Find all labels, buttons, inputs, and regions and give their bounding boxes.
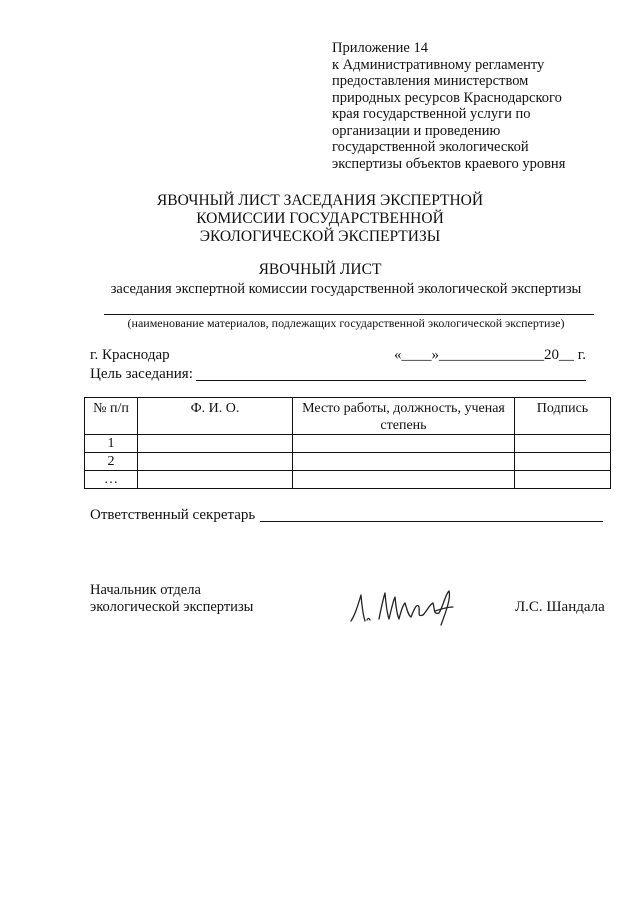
chief-position-line: Начальник отдела xyxy=(90,582,201,598)
signature-cell[interactable] xyxy=(515,435,611,453)
appendix-line: государственной экологической xyxy=(332,139,529,155)
table-row xyxy=(85,453,611,471)
workplace-cell[interactable] xyxy=(293,435,515,453)
appendix-line: экспертизы объектов краевого уровня xyxy=(332,155,566,172)
name-cell[interactable] xyxy=(138,435,293,453)
signature-cell[interactable] xyxy=(515,453,611,471)
appendix-line: к Административному регламенту xyxy=(332,56,545,73)
materials-caption: (наименование материалов, подлежащих государственной экологической экспертизе) xyxy=(127,316,565,330)
attendance-table xyxy=(84,397,611,489)
document-title-line: ЭКОЛОГИЧЕСКОЙ ЭКСПЕРТИЗЫ xyxy=(199,228,441,245)
appendix-line: предоставления министерством xyxy=(332,73,529,89)
table-header-row xyxy=(85,398,611,435)
document-title-line: КОМИССИИ ГОСУДАРСТВЕННОЙ xyxy=(196,210,444,227)
row-number: … xyxy=(85,471,138,489)
document-title xyxy=(0,192,640,246)
official-name: Л.С. Шандала xyxy=(515,599,605,615)
secretary-label: Ответственный секретарь xyxy=(90,507,256,523)
appendix-line: края государственной услуги по xyxy=(332,106,531,122)
table-row xyxy=(85,471,611,489)
name-cell[interactable] xyxy=(138,471,293,489)
appendix-line: организации и проведению xyxy=(332,122,501,139)
name-cell[interactable] xyxy=(138,453,293,471)
column-header-number: № п/п xyxy=(85,398,138,435)
appendix-note xyxy=(332,40,565,172)
purpose-label: Цель заседания: xyxy=(90,366,193,382)
chief-position xyxy=(90,582,253,616)
handwritten-signature xyxy=(345,585,460,630)
appendix-line: Приложение 14 xyxy=(332,40,428,56)
materials-blank-line[interactable] xyxy=(104,314,594,315)
row-number: 2 xyxy=(85,453,138,471)
signature-cell[interactable] xyxy=(515,471,611,489)
column-header-signature: Подпись xyxy=(515,398,611,435)
workplace-cell[interactable] xyxy=(293,453,515,471)
column-header-workplace: Место работы, должность, ученая степень xyxy=(293,398,515,435)
row-number: 1 xyxy=(85,435,138,453)
chief-position-line: экологической экспертизы xyxy=(90,599,254,615)
table-row xyxy=(85,435,611,453)
date-field[interactable]: «____»______________20__ г. xyxy=(394,347,586,363)
sheet-subtitle: заседания экспертной комиссии государственной экологической экспертизы xyxy=(110,281,582,297)
column-header-name: Ф. И. О. xyxy=(138,398,293,435)
appendix-line: природных ресурсов Краснодарского xyxy=(332,89,562,106)
workplace-cell[interactable] xyxy=(293,471,515,489)
city-label: г. Краснодар xyxy=(90,347,170,363)
sheet-title: ЯВОЧНЫЙ ЛИСТ xyxy=(258,261,382,278)
purpose-blank-line[interactable] xyxy=(196,380,586,381)
document-title-line: ЯВОЧНЫЙ ЛИСТ ЗАСЕДАНИЯ ЭКСПЕРТНОЙ xyxy=(156,192,484,209)
secretary-blank-line[interactable] xyxy=(260,521,603,522)
